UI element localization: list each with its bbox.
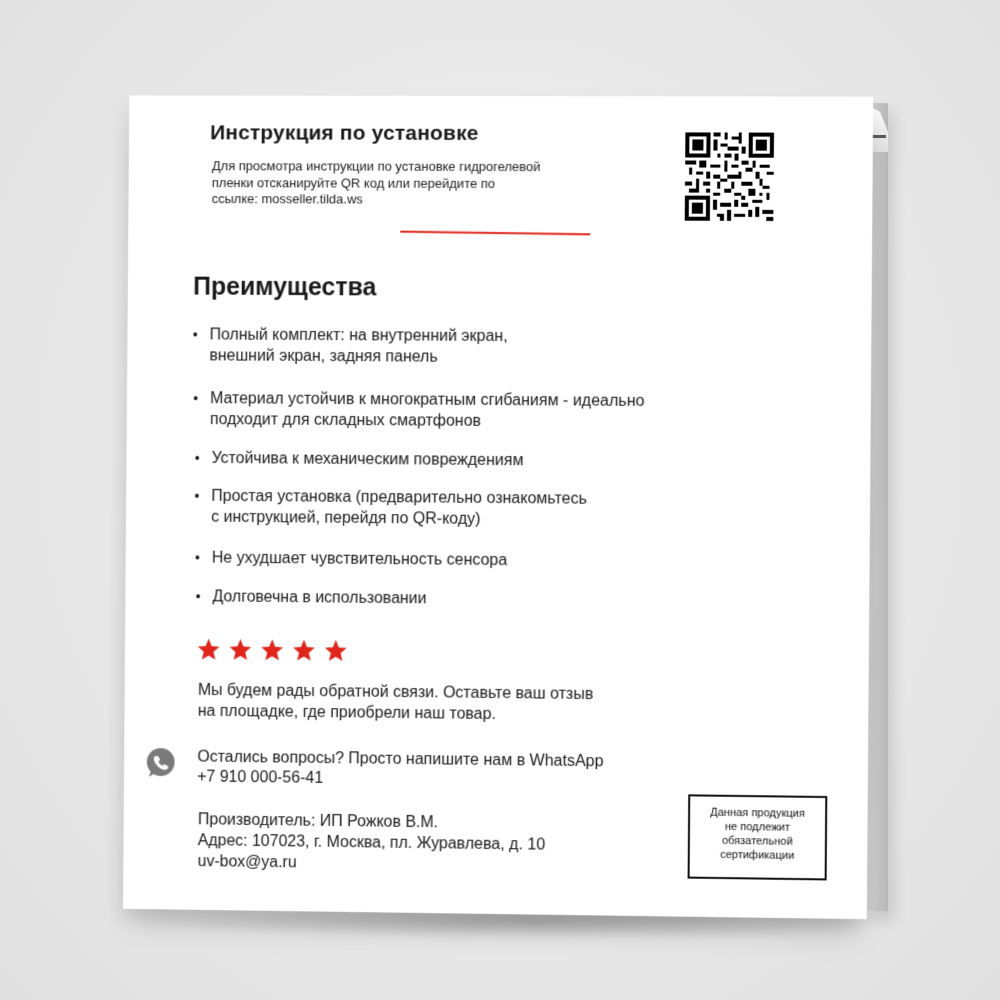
list-item-line: внешний экран, задняя панель bbox=[209, 347, 438, 366]
bullet-icon: • bbox=[194, 449, 200, 466]
install-text-line: ссылке: mosseller.tilda.ws bbox=[211, 191, 363, 207]
review-request bbox=[198, 680, 677, 727]
list-item-line: Долговечна в использовании bbox=[212, 588, 427, 608]
box-side-mark bbox=[872, 135, 886, 138]
list-item-line: Устойчива к механическим повреждениям bbox=[211, 449, 524, 470]
list-item bbox=[196, 586, 733, 612]
phone-number[interactable]: +7 910 000-56-41 bbox=[197, 768, 324, 787]
list-item-line: с инструкцией, перейдя по QR-коду) bbox=[211, 508, 481, 528]
list-item-line: Полный комплект: на внутренний экран, bbox=[209, 326, 508, 346]
qr-code-icon[interactable] bbox=[685, 132, 774, 221]
contact-info bbox=[197, 748, 696, 794]
list-item-line: подходит для складных смартфонов bbox=[209, 411, 482, 430]
star-icon bbox=[260, 638, 285, 663]
list-item-line: Не ухудшает чувствительность сенсора bbox=[211, 549, 508, 570]
list-item bbox=[195, 448, 731, 473]
list-item bbox=[195, 547, 731, 573]
bullet-icon: • bbox=[192, 326, 198, 343]
cert-line: Данная продукция bbox=[710, 806, 805, 820]
star-icon bbox=[228, 637, 253, 662]
bullet-icon: • bbox=[195, 588, 201, 605]
star-icon bbox=[291, 638, 316, 663]
review-line: Мы будем рады обратной связи. Оставьте ваш отзыв bbox=[197, 681, 594, 704]
box-front-panel bbox=[123, 95, 873, 919]
install-text-line: пленки отсканируйте QR код или перейдите по bbox=[211, 174, 496, 191]
red-divider bbox=[400, 231, 590, 236]
review-line: на площадке, где приобрели наш товар. bbox=[197, 702, 497, 724]
advantages-list bbox=[192, 324, 752, 608]
address-line: Адрес: 107023, г. Москва, пл. Журавлева, д. 10 bbox=[197, 832, 546, 854]
list-item-line: Материал устойчив к многократным сгибаниям - идеально bbox=[210, 390, 645, 410]
list-item bbox=[193, 324, 730, 369]
whatsapp-icon bbox=[144, 746, 178, 780]
email-link[interactable]: uv-box@ya.ru bbox=[197, 853, 297, 872]
bullet-icon: • bbox=[193, 390, 199, 407]
list-item-line: Простая установка (предварительно ознакомьтесь bbox=[211, 487, 588, 508]
manufacturer-line: Производитель: ИП Рожков В.М. bbox=[197, 811, 439, 832]
list-item bbox=[194, 486, 731, 532]
install-text-line: Для просмотра инструкции по установке гидрогелевой bbox=[211, 158, 541, 175]
cert-line: не подлежит bbox=[724, 820, 790, 834]
star-icon bbox=[323, 638, 348, 663]
rating-stars bbox=[196, 637, 348, 663]
install-title: Инструкция по установке bbox=[210, 121, 479, 145]
bullet-icon: • bbox=[194, 549, 200, 566]
cert-line: обязательной bbox=[721, 834, 793, 848]
manufacturer-info bbox=[198, 809, 698, 878]
install-description bbox=[212, 158, 611, 209]
cert-line: сертификации bbox=[720, 848, 795, 862]
bullet-icon: • bbox=[194, 487, 200, 504]
certification-notice bbox=[688, 794, 828, 880]
list-item bbox=[193, 388, 770, 434]
star-icon bbox=[196, 637, 221, 662]
contact-line: Остались вопросы? Просто напишите нам в WhatsApp bbox=[197, 748, 604, 771]
advantages-heading: Преимущества bbox=[193, 272, 377, 302]
